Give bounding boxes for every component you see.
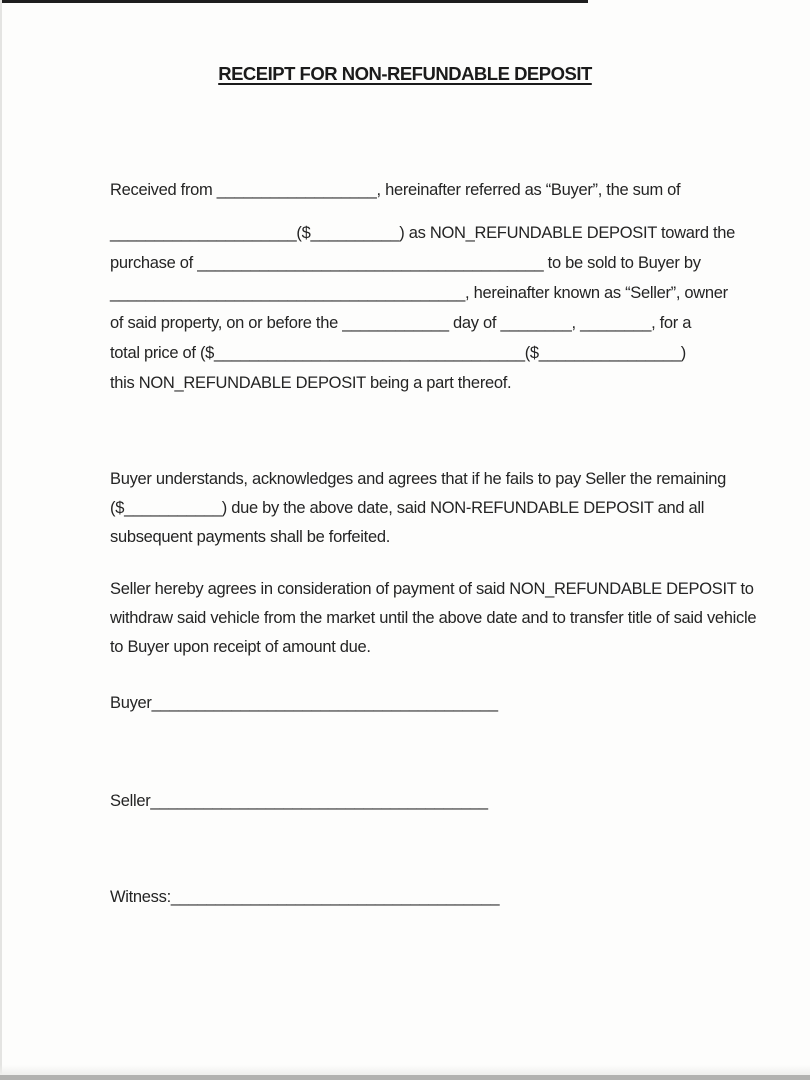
paragraph-line: ($___________) due by the above date, said NON-REFUNDABLE DEPOSIT and all [110, 499, 705, 517]
scan-border-left [0, 0, 2, 1080]
paragraph-line: Seller hereby agrees in consideration of payment of said NON_REFUNDABLE DEPOSIT to [110, 580, 754, 598]
buyer-forfeiture-paragraph [110, 465, 726, 552]
paragraph-line: total price of ($___________________________________($________________) [110, 344, 687, 362]
seller-agreement-paragraph [110, 575, 756, 662]
witness-signature-line [110, 882, 499, 912]
intro-paragraph-body [110, 218, 735, 398]
document-title: RECEIPT FOR NON-REFUNDABLE DEPOSIT [218, 63, 592, 84]
scan-border-bottom [0, 1075, 810, 1080]
paragraph-line: of said property, on or before the ____________ day of ________, ________, for a [110, 314, 692, 332]
paragraph-line: _____________________($__________) as NON_REFUNDABLE DEPOSIT toward the [110, 224, 736, 242]
scan-shadow-bottom [0, 1065, 810, 1075]
paragraph-line: this NON_REFUNDABLE DEPOSIT being a part thereof. [110, 374, 512, 392]
paragraph-line: ________________________________________, hereinafter known as “Seller”, owner [110, 284, 728, 302]
paragraph-line: Buyer understands, acknowledges and agrees that if he fails to pay Seller the remaining [110, 470, 726, 488]
scan-border-top [0, 0, 588, 3]
paragraph-line: withdraw said vehicle from the market until the above date and to transfer title of said vehicle [110, 609, 757, 627]
signature-line: Seller______________________________________ [110, 792, 488, 810]
signature-line: Witness:_____________________________________ [110, 888, 500, 906]
paragraph-line: purchase of _______________________________________ to be sold to Buyer by [110, 254, 701, 272]
paragraph-line: Received from __________________, hereinafter referred as “Buyer”, the sum of [110, 181, 681, 199]
paragraph-line: subsequent payments shall be forfeited. [110, 528, 390, 546]
intro-paragraph-first-line [110, 175, 680, 205]
signature-line: Buyer_______________________________________ [110, 694, 498, 712]
seller-signature-line [110, 786, 488, 816]
buyer-signature-line [110, 688, 498, 718]
paragraph-line: to Buyer upon receipt of amount due. [110, 638, 371, 656]
